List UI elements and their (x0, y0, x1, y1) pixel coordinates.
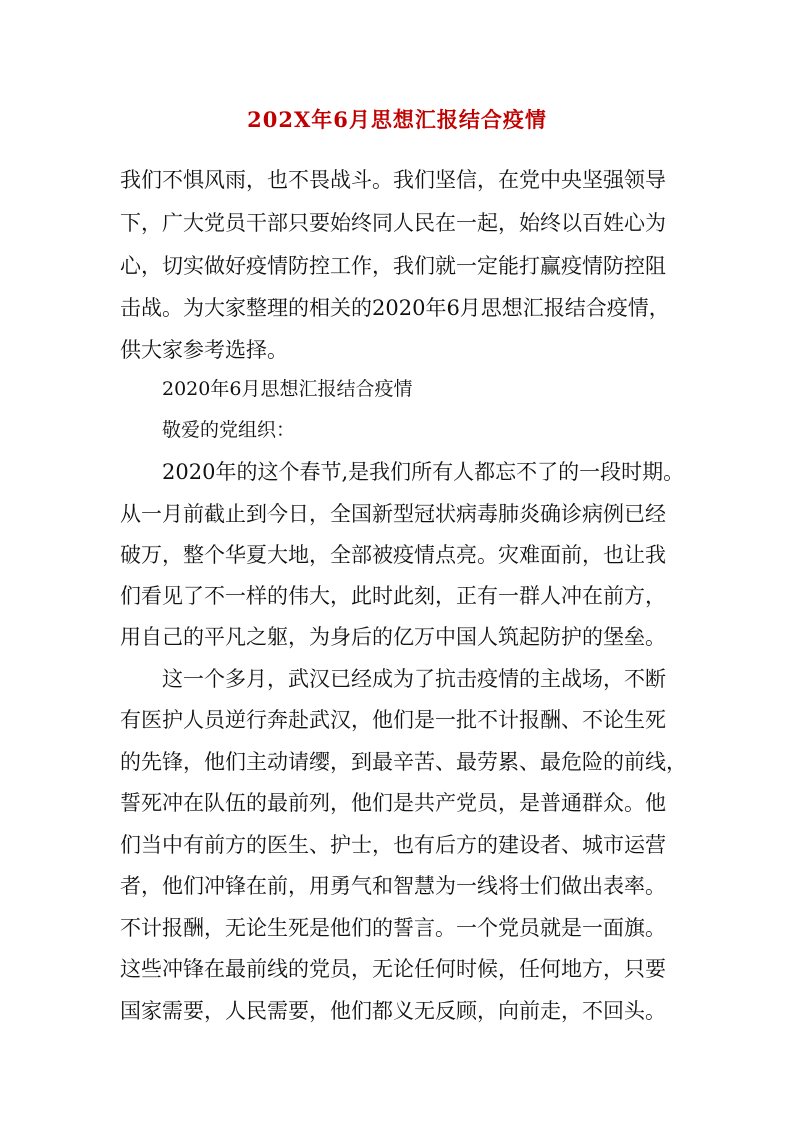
paragraph-line: 用自己的平凡之躯，为身后的亿万中国人筑起防护的堡垒。 (120, 625, 666, 649)
paragraph-line: 们当中有前方的医生、护士，也有后方的建设者、城市运营 (120, 833, 666, 857)
intro-line: 心，切实做好疫情防控工作，我们就一定能打赢疫情防控阻 (120, 254, 666, 278)
paragraph-line: 者，他们冲锋在前，用勇气和智慧为一线将士们做出表率。 (120, 874, 666, 898)
paragraph-line: 国家需要，人民需要，他们都义无反顾，向前走，不回头。 (120, 999, 666, 1023)
paragraph-line: 破万，整个华夏大地，全部被疫情点亮。灾难面前，也让我 (120, 543, 666, 567)
paragraph-line: 誓死冲在队伍的最前列，他们是共产党员，是普通群众。他 (120, 791, 666, 815)
intro-line: 下，广大党员干部只要始终同人民在一起，始终以百姓心为 (120, 211, 666, 235)
paragraph-line: 这些冲锋在最前线的党员，无论任何时候，任何地方，只要 (120, 957, 666, 981)
intro-line: 供大家参考选择。 (120, 338, 288, 362)
paragraph-line: 这一个多月，武汉已经成为了抗击疫情的主战场，不断 (162, 667, 666, 691)
document-title: 202X年6月思想汇报结合疫情 (247, 107, 547, 132)
report-subtitle: 2020年6月思想汇报结合疫情 (162, 378, 413, 400)
paragraph-line: 从一月前截止到今日，全国新型冠状病毒肺炎确诊病例已经 (120, 502, 666, 526)
paragraph-line: 2020年的这个春节,是我们所有人都忘不了的一段时期。 (162, 460, 685, 484)
salutation: 敬爱的党组织： (162, 419, 296, 441)
paragraph-line: 们看见了不一样的伟大，此时此刻，正有一群人冲在前方， (120, 584, 666, 608)
paragraph-line: 不计报酬，无论生死是他们的誓言。一个党员就是一面旗。 (120, 916, 666, 940)
paragraph-line: 的先锋，他们主动请缨，到最辛苦、最劳累、最危险的前线， (120, 750, 687, 774)
intro-line: 我们不惧风雨，也不畏战斗。我们坚信，在党中央坚强领导 (120, 168, 666, 192)
intro-line: 击战。为大家整理的相关的2020年6月思想汇报结合疫情， (120, 296, 670, 320)
paragraph-line: 有医护人员逆行奔赴武汉，他们是一批不计报酬、不论生死 (120, 708, 666, 732)
